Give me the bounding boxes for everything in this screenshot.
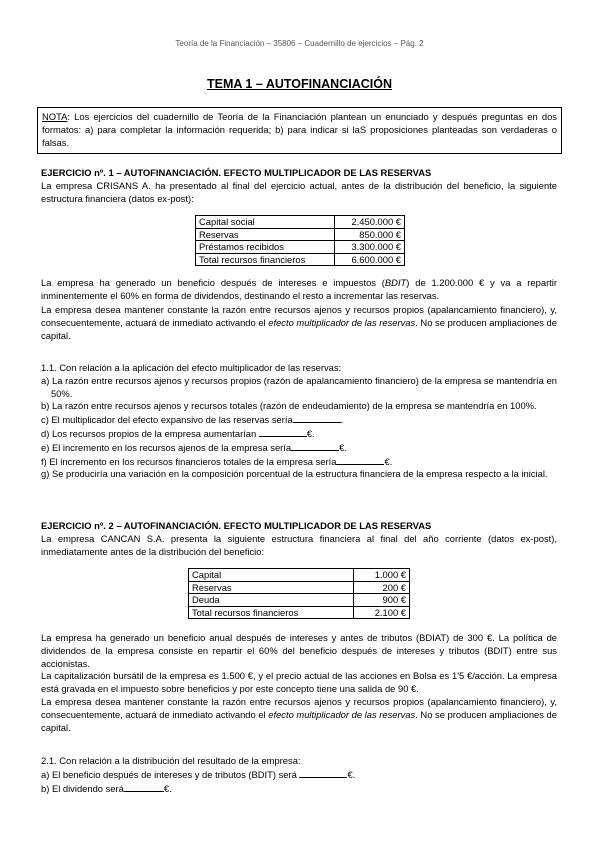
table-cell-value: 2.100 € — [354, 606, 410, 619]
question-d — [41, 427, 557, 441]
answer-blank[interactable] — [336, 455, 384, 465]
question-text: €. — [384, 455, 393, 467]
text-run: ) de 1.200.000 € y va a repartir inminentemente el 60% en forma de dividendos, destinando el resto a incrementar las reservas. — [41, 277, 557, 301]
table-cell-label: Reservas — [189, 581, 354, 594]
table-cell-value: 6.600.000 € — [335, 253, 405, 266]
note-label: NOTA — [42, 111, 68, 122]
answer-blank[interactable] — [293, 413, 341, 423]
question-text: . — [340, 414, 344, 426]
question-c — [41, 413, 557, 427]
text-run: La empresa desea mantener constante la razón entre recursos ajenos y recursos propios (apalancamiento financiero), y, consecuentemente, actuará de inmediato activando el — [41, 304, 557, 328]
question-a: a) La razón entre recursos ajenos y recursos propios (razón de apalancamiento financiero) de la empresa se mantendría en 50%. — [41, 374, 557, 399]
table-row — [189, 606, 410, 619]
table-row — [189, 594, 410, 607]
exercise-2-table — [188, 568, 410, 619]
exercise-2-questions — [41, 755, 557, 795]
question-text: €. — [163, 782, 172, 794]
exercise-2-paragraph-3 — [41, 696, 557, 734]
question-text: e) El incremento en los recursos ajenos de la empresa sería — [41, 441, 292, 453]
table-cell-value: 850.000 € — [335, 228, 405, 241]
exercise-1-heading: EJERCICIO nº. 1 – AUTOFINANCIACIÓN. EFECTO MULTIPLICADOR DE LAS RESERVAS — [41, 167, 432, 178]
exercise-2-paragraph-1: La empresa ha generado un beneficio anual después de intereses y antes de tributos (BDIAT) de 300 €. La política de dividendos de la empresa consiste en repartir el 60% del beneficio después de intereses y tributos (BDIT) entre sus accionistas. — [41, 632, 557, 669]
exercise-2 — [41, 520, 557, 558]
exercise-1-questions — [41, 362, 557, 481]
table-cell-value: 900 € — [354, 594, 410, 607]
table-row — [196, 241, 405, 254]
question-text: d) Los recursos propios de la empresa aumentarían — [41, 427, 257, 439]
question-intro: 2.1. Con relación a la distribución del resultado de la empresa: — [41, 755, 301, 766]
question-e — [41, 441, 557, 455]
question-a — [41, 768, 557, 782]
running-header: Teoría de la Financiación – 35806 – Cuadernillo de ejercicios – Pág. 2 — [175, 39, 424, 48]
note-box — [37, 107, 562, 154]
question-g: g) Se produciría una variación en la composición porcentual de la estructura financiera de la empresa respecto a la inicial. — [41, 468, 548, 480]
table-cell-value: 1.000 € — [354, 569, 410, 582]
table-cell-label: Préstamos recibidos — [196, 241, 335, 254]
table-cell-label: Total recursos financieros — [189, 606, 354, 619]
exercise-1 — [41, 167, 557, 205]
text-run: La empresa ha generado un beneficio después de intereses e impuestos ( — [41, 277, 385, 288]
text-run: . No se producen ampliaciones de capital. — [41, 708, 557, 733]
answer-blank[interactable] — [259, 427, 307, 437]
question-text: f) El incremento en los recursos financieros totales de la empresa sería — [41, 455, 337, 467]
exercise-2-heading: EJERCICIO nº. 2 – AUTOFINANCIACIÓN. EFECTO MULTIPLICADOR DE LAS RESERVAS — [41, 520, 432, 531]
table-row — [196, 216, 405, 229]
table-cell-value: 3.300.000 € — [335, 241, 405, 254]
table-cell-label: Capital — [189, 569, 354, 582]
exercise-1-paragraph-1 — [41, 277, 557, 303]
text-run-italic: BDIT — [384, 277, 407, 288]
exercise-1-table — [195, 215, 405, 266]
answer-blank[interactable] — [124, 782, 164, 792]
table-row — [196, 228, 405, 241]
question-b: b) La razón entre recursos ajenos y recursos totales (razón de endeudamiento) de la empresa se mantendría en 100%. — [41, 400, 537, 412]
question-intro: 1.1. Con relación a la aplicación del efecto multiplicador de las reservas: — [41, 362, 342, 373]
table-cell-label: Total recursos financieros — [196, 253, 335, 266]
question-text: b) El dividendo será — [41, 782, 124, 794]
answer-blank[interactable] — [299, 768, 347, 778]
table-row — [189, 581, 410, 594]
exercise-1-intro: La empresa CRISANS A. ha presentado al final del ejercicio actual, antes de la distribución del beneficio, la siguiente estructura financiera (datos ex-post): — [41, 179, 557, 204]
question-b — [41, 782, 557, 796]
table-cell-value: 2.450.000 € — [335, 216, 405, 229]
question-text: €. — [306, 427, 315, 439]
note-text: : Los ejercicios del cuadernillo de Teoría de la Financiación plantean un enunciado y después preguntas en dos formatos: a) para completar la información requerida; b) para indicar si laS proposiciones planteadas son verdaderas o falsas. — [42, 111, 557, 148]
table-cell-label: Capital social — [196, 216, 335, 229]
exercise-2-intro: La empresa CANCAN S.A. presenta la siguiente estructura financiera al final del año corriente (datos ex-post), inmediatamente antes de la distribución del beneficio: — [41, 532, 557, 557]
text-run-italic: efecto multiplicador de las reservas — [268, 316, 416, 328]
question-f — [41, 455, 557, 469]
table-cell-label: Deuda — [189, 594, 354, 607]
exercise-2-paragraph-2: La capitalización bursátil de la empresa es 1.500 €, y el precio actual de las acciones en Bolsa es 1'5 €/acción. La empresa está gravada en el impuesto sobre beneficios y por este concepto tiene una salida de 90 €. — [41, 670, 557, 695]
text-run: . No se producen ampliaciones de capital. — [41, 316, 557, 341]
table-cell-label: Reservas — [196, 228, 335, 241]
exercise-2-body — [41, 632, 557, 734]
table-row — [196, 253, 405, 266]
question-text: c) El multiplicador del efecto expansivo de las reservas sería — [41, 414, 293, 426]
text-run-italic: efecto multiplicador de las reservas — [268, 708, 416, 720]
text-run: La empresa desea mantener constante la razón entre recursos ajenos y recursos propios (apalancamiento financiero), y, consecuentemente, actuará de inmediato activando el — [41, 695, 557, 720]
table-cell-value: 200 € — [354, 581, 410, 594]
question-text: €. — [347, 768, 356, 780]
table-row — [189, 569, 410, 582]
question-text: a) El beneficio después de intereses y de tributos (BDIT) será — [41, 768, 297, 780]
page-title: TEMA 1 – AUTOFINANCIACIÓN — [207, 77, 392, 91]
exercise-1-paragraph-2 — [41, 304, 557, 342]
question-text: €. — [339, 441, 347, 453]
answer-blank[interactable] — [291, 441, 339, 451]
